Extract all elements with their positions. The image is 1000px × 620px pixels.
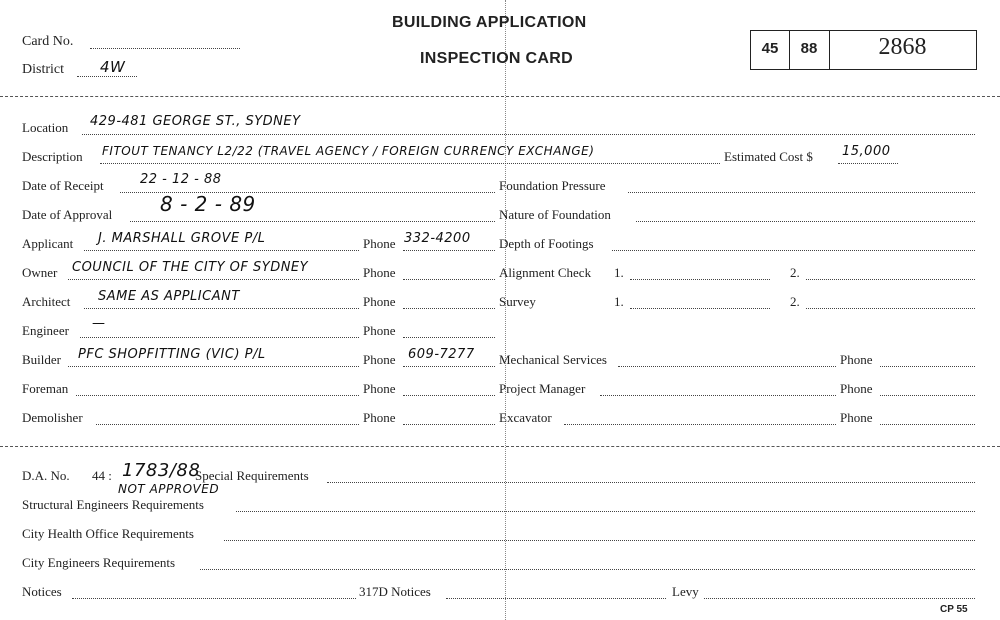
date-approval-value: 8 - 2 - 89 [160, 192, 256, 216]
fold-line [505, 0, 506, 620]
architect-value: SAME AS APPLICANT [98, 289, 240, 304]
foreman-label: Foreman [22, 381, 69, 396]
architect-phone-label: Phone [363, 294, 396, 309]
project-manager-label: Project Manager [499, 381, 586, 396]
engineer-label: Engineer [22, 323, 69, 338]
code-box [750, 30, 977, 70]
levy-label: Levy [672, 584, 699, 599]
da-note: NOT APPROVED [118, 482, 220, 496]
code-a: 45 [761, 40, 779, 57]
notices-label: Notices [22, 584, 62, 599]
owner-value: COUNCIL OF THE CITY OF SYDNEY [72, 260, 309, 275]
form-code: CP 55 [940, 604, 968, 615]
excavator-label: Excavator [499, 410, 552, 425]
alignment-num2: 2. [790, 265, 800, 280]
structural-label: Structural Engineers Requirements [22, 497, 204, 512]
applicant-phone-label: Phone [363, 236, 396, 251]
pm-phone-label: Phone [840, 381, 873, 396]
applicant-phone-value: 332-4200 [404, 231, 471, 246]
card-no-line [90, 48, 240, 49]
survey-num1: 1. [614, 294, 624, 309]
date-approval-label: Date of Approval [22, 207, 113, 222]
foreman-phone-label: Phone [363, 381, 396, 396]
card-number: 2868 [878, 34, 927, 60]
applicant-label: Applicant [22, 236, 74, 251]
applicant-value: J. MARSHALL GROVE P/L [98, 231, 266, 246]
description-label: Description [22, 149, 83, 164]
alignment-num1: 1. [614, 265, 624, 280]
owner-phone-label: Phone [363, 265, 396, 280]
district-line [77, 76, 137, 77]
special-req-label: Special Requirements [195, 468, 309, 483]
divider-top [0, 96, 1000, 97]
engineer-phone-label: Phone [363, 323, 396, 338]
title-line2: INSPECTION CARD [420, 50, 573, 67]
foundation-pressure-label: Foundation Pressure [499, 178, 606, 193]
estimated-cost-label: Estimated Cost $ [724, 149, 813, 164]
da-label: D.A. No. [22, 468, 70, 483]
engineer-value: — [92, 316, 106, 331]
owner-label: Owner [22, 265, 58, 280]
da-value: 1783/88 [122, 460, 201, 481]
builder-phone-value: 609-7277 [408, 347, 475, 362]
survey-num2: 2. [790, 294, 800, 309]
alignment-check-label: Alignment Check [499, 265, 592, 280]
date-receipt-label: Date of Receipt [22, 178, 104, 193]
health-label: City Health Office Requirements [22, 526, 194, 541]
da-prefix: 44 : [92, 468, 112, 483]
depth-footings-label: Depth of Footings [499, 236, 594, 251]
city-eng-label: City Engineers Requirements [22, 555, 176, 570]
demolisher-phone-label: Phone [363, 410, 396, 425]
demolisher-label: Demolisher [22, 410, 83, 425]
location-label: Location [22, 120, 69, 135]
excavator-phone-label: Phone [840, 410, 873, 425]
architect-label: Architect [22, 294, 71, 309]
survey-label: Survey [499, 294, 536, 309]
mechanical-label: Mechanical Services [499, 352, 607, 367]
date-receipt-value: 22 - 12 - 88 [140, 172, 222, 187]
divider-middle [0, 446, 1000, 447]
builder-phone-label: Phone [363, 352, 396, 367]
code-b: 88 [800, 40, 818, 57]
builder-value: PFC SHOPFITTING (VIC) P/L [78, 347, 266, 362]
description-value: FITOUT TENANCY L2/22 (TRAVEL AGENCY / FOREIGN CURRENCY EXCHANGE) [102, 144, 595, 158]
location-value: 429-481 GEORGE ST., SYDNEY [90, 114, 301, 129]
district-value: 4W [100, 58, 126, 76]
district-label: District [22, 62, 64, 77]
nature-foundation-label: Nature of Foundation [499, 207, 611, 222]
estimated-cost-value: 15,000 [842, 144, 891, 159]
title-line1: BUILDING APPLICATION [392, 14, 587, 31]
notices-317d-label: 317D Notices [359, 584, 431, 599]
mechanical-phone-label: Phone [840, 352, 873, 367]
card-no-label: Card No. [22, 34, 74, 49]
builder-label: Builder [22, 352, 61, 367]
